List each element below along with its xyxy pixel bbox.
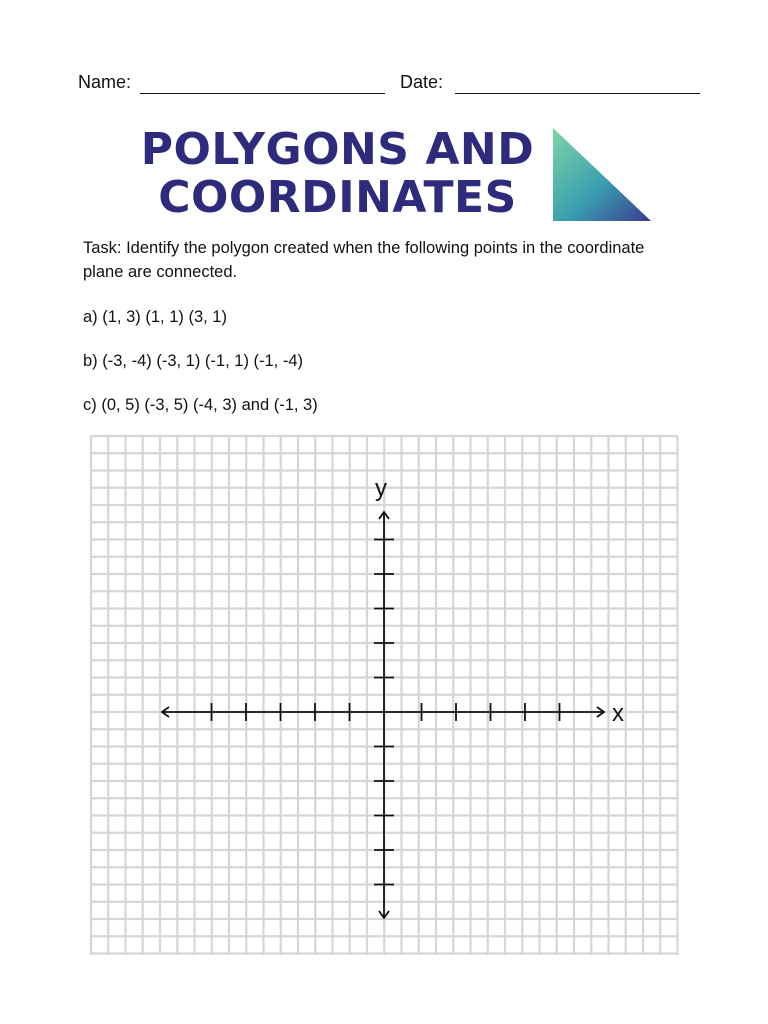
task-instructions: Task: Identify the polygon created when the following points in the coordinate plane are connected. (83, 239, 645, 281)
name-label: Name: (78, 72, 132, 92)
point-set-b: b) (-3, -4) (-3, 1) (-1, 1) (-1, -4) (83, 352, 304, 370)
x-axis-label: x (612, 700, 624, 727)
point-set-c: c) (0, 5) (-3, 5) (-4, 3) and (-1, 3) (83, 396, 318, 414)
page-title-line-2: COORDINATES (158, 172, 517, 223)
point-set-a: a) (1, 3) (1, 1) (3, 1) (83, 308, 227, 326)
date-label: Date: (400, 72, 444, 92)
y-axis-label: y (375, 475, 387, 502)
page-title-line-1: POLYGONS AND (140, 124, 535, 175)
